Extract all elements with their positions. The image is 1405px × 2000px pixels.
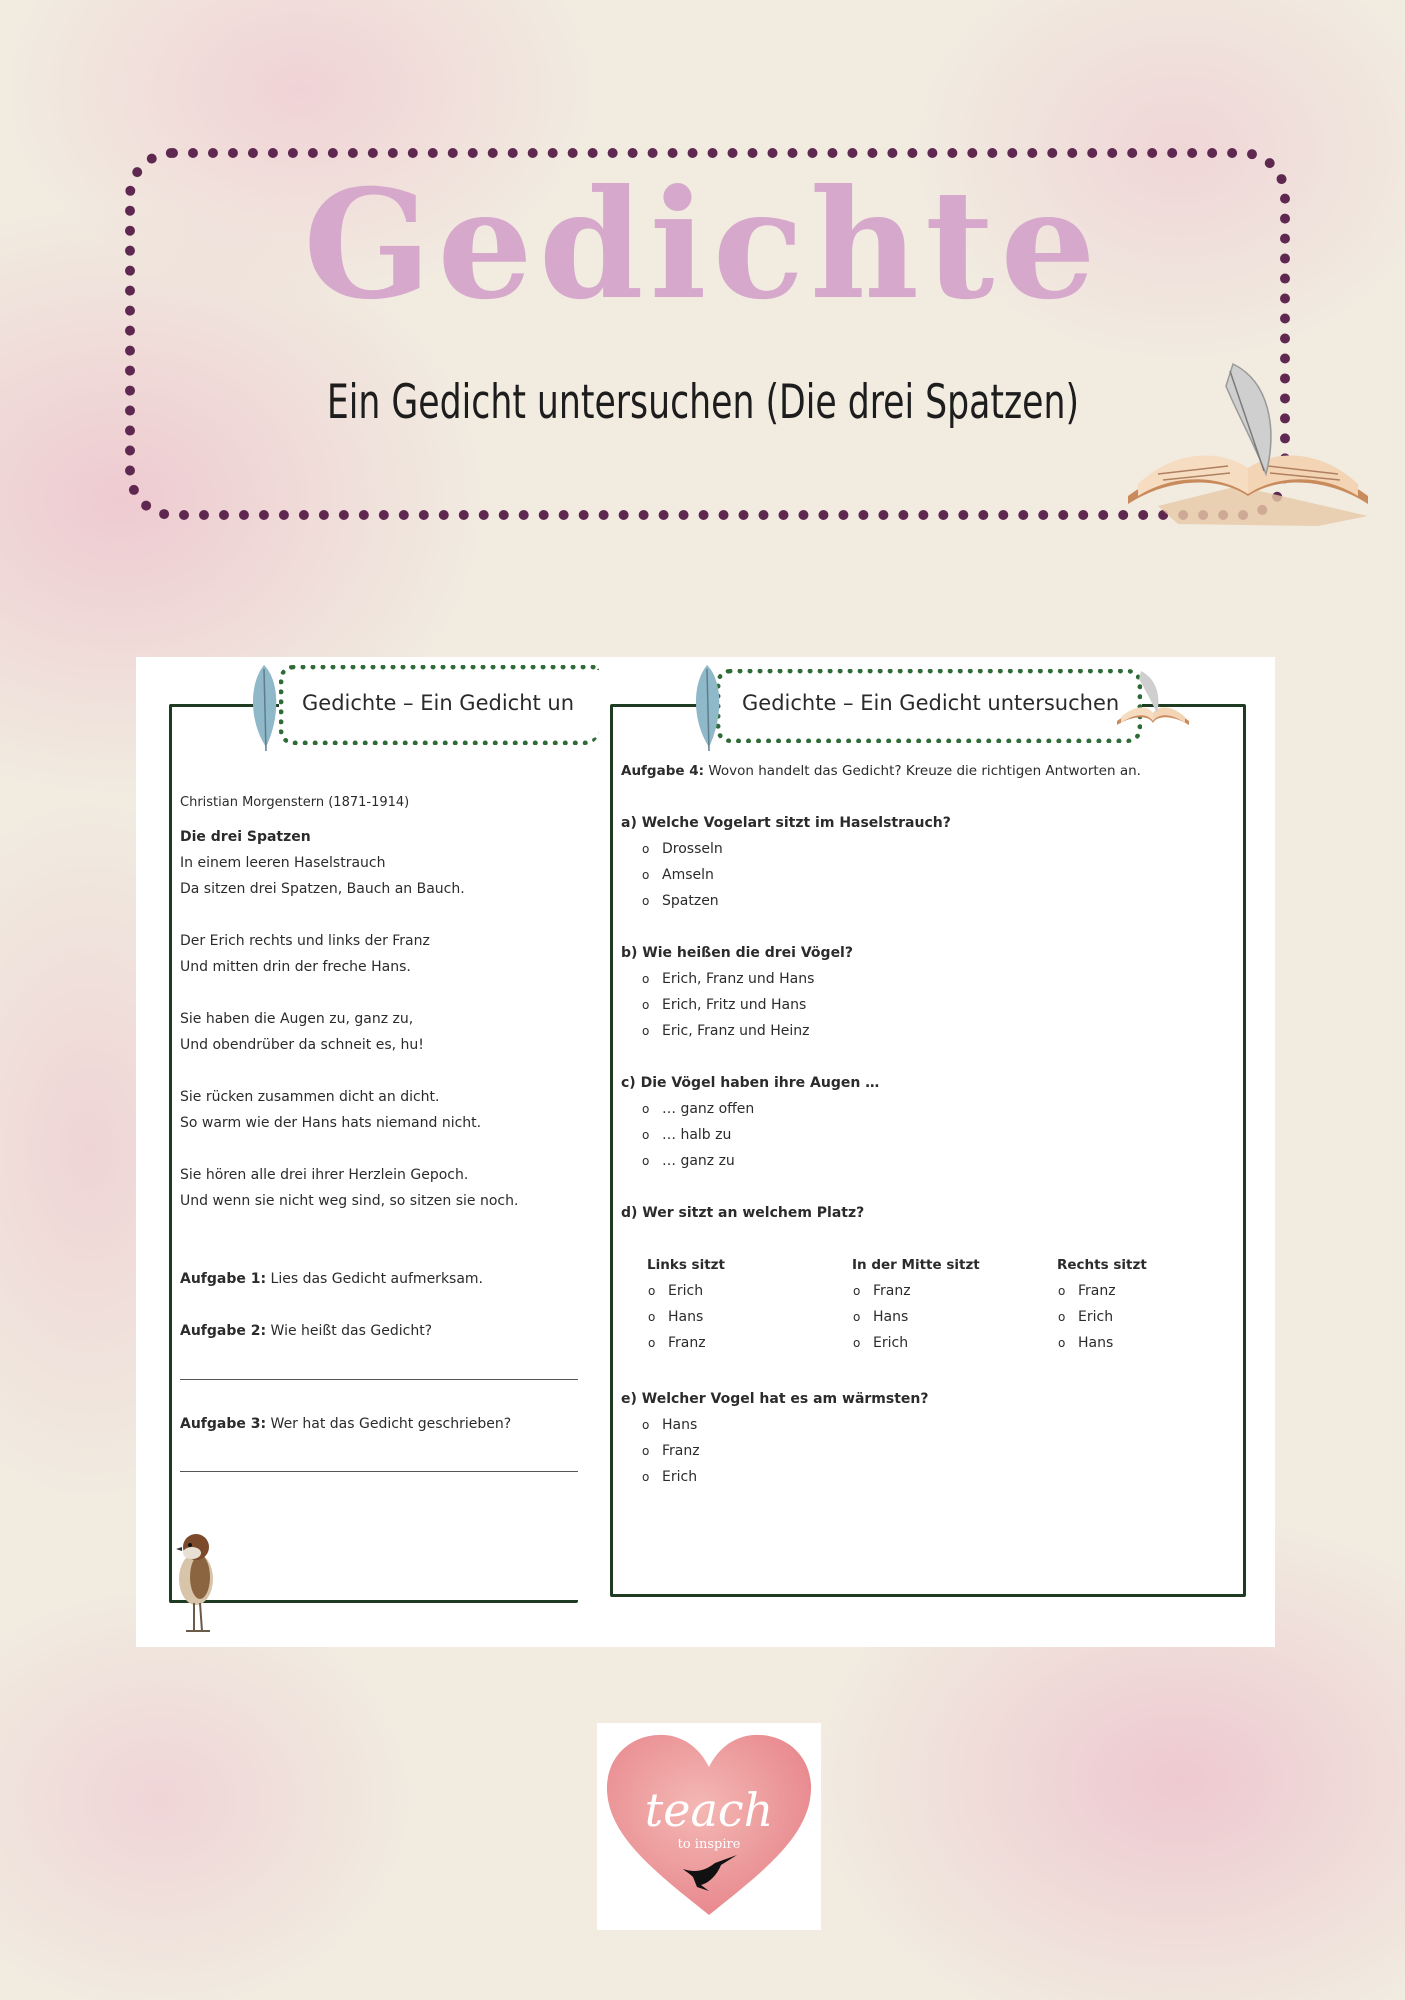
option-label: Franz: [662, 1443, 700, 1459]
worksheet-preview: [136, 657, 1275, 1647]
option-a-1[interactable]: [642, 841, 723, 857]
option-label: Hans: [662, 1417, 698, 1433]
poem-line: So warm wie der Hans hats niemand nicht.: [180, 1115, 482, 1131]
task-3: [180, 1416, 511, 1432]
radio-circle-icon[interactable]: o: [642, 1102, 650, 1116]
column-header-left: Links sitzt: [647, 1257, 725, 1273]
poem-title: Die drei Spatzen: [180, 829, 311, 845]
question-c: c) Die Vögel haben ihre Augen …: [621, 1075, 880, 1091]
radio-circle-icon[interactable]: o: [642, 894, 650, 908]
question-a: a) Welche Vogelart sitzt im Haselstrauch?: [621, 815, 951, 831]
option-label: Erich: [873, 1335, 909, 1351]
task-label: Aufgabe 2:: [180, 1323, 267, 1339]
column-header-right: Rechts sitzt: [1057, 1257, 1147, 1273]
option-d-left-1[interactable]: [648, 1283, 703, 1299]
task-label: Aufgabe 1:: [180, 1271, 267, 1287]
logo-text: teach: [644, 1783, 774, 1837]
task-1: [180, 1271, 483, 1287]
task-2: [180, 1323, 432, 1339]
poem-line: Sie hören alle drei ihrer Herzlein Gepoch.: [180, 1167, 469, 1183]
brand-logo: [597, 1723, 821, 1930]
poem-author: Christian Morgenstern (1871-1914): [180, 795, 410, 810]
page-subtitle: Ein Gedicht untersuchen (Die drei Spatzen): [326, 375, 1080, 430]
question-b: b) Wie heißen die drei Vögel?: [621, 945, 853, 961]
poem-line: Sie rücken zusammen dicht an dicht.: [180, 1089, 440, 1105]
book-quill-icon: [1113, 669, 1193, 731]
option-label: Erich, Fritz und Hans: [662, 997, 807, 1013]
option-label: … ganz offen: [662, 1101, 755, 1117]
option-d-middle-2[interactable]: [853, 1309, 908, 1325]
radio-circle-icon[interactable]: o: [1058, 1336, 1066, 1350]
option-label: Drosseln: [662, 841, 723, 857]
option-label: Erich: [668, 1283, 704, 1299]
option-d-right-1[interactable]: [1058, 1283, 1116, 1299]
task-4: [621, 763, 1141, 779]
option-d-left-3[interactable]: [648, 1335, 706, 1351]
option-label: Erich, Franz und Hans: [662, 971, 815, 987]
option-e-1[interactable]: [642, 1417, 697, 1433]
option-label: … halb zu: [662, 1127, 732, 1143]
question-e: e) Welcher Vogel hat es am wärmsten?: [621, 1391, 929, 1407]
answer-line[interactable]: [180, 1379, 578, 1380]
task-text: Lies das Gedicht aufmerksam.: [270, 1271, 484, 1287]
answer-line[interactable]: [180, 1471, 578, 1472]
option-label: Erich: [662, 1469, 698, 1485]
option-d-left-2[interactable]: [648, 1309, 703, 1325]
task-text: Wovon handelt das Gedicht? Kreuze die richtigen Antworten an.: [708, 763, 1141, 779]
poem-line: Der Erich rechts und links der Franz: [180, 933, 430, 949]
radio-circle-icon[interactable]: o: [648, 1284, 656, 1298]
radio-circle-icon[interactable]: o: [642, 998, 650, 1012]
sparrow-icon: [172, 1527, 220, 1637]
right-sheet-border: [610, 704, 1246, 1597]
option-d-right-3[interactable]: [1058, 1335, 1113, 1351]
option-label: Amseln: [662, 867, 714, 883]
radio-circle-icon[interactable]: o: [642, 972, 650, 986]
book-quill-icon: [1118, 356, 1378, 526]
option-label: Franz: [1078, 1283, 1116, 1299]
option-c-2[interactable]: [642, 1127, 731, 1143]
option-label: Hans: [1078, 1335, 1114, 1351]
option-a-3[interactable]: [642, 893, 719, 909]
poem-line: Und obendrüber da schneit es, hu!: [180, 1037, 424, 1053]
option-label: Spatzen: [662, 893, 719, 909]
option-e-3[interactable]: [642, 1469, 697, 1485]
option-d-middle-3[interactable]: [853, 1335, 908, 1351]
logo-subtext: to inspire: [677, 1837, 741, 1852]
poem-line: In einem leeren Haselstrauch: [180, 855, 386, 871]
radio-circle-icon[interactable]: o: [642, 868, 650, 882]
task-text: Wer hat das Gedicht geschrieben?: [270, 1416, 512, 1432]
option-b-2[interactable]: [642, 997, 806, 1013]
radio-circle-icon[interactable]: o: [648, 1310, 656, 1324]
option-d-middle-1[interactable]: [853, 1283, 911, 1299]
radio-circle-icon[interactable]: o: [1058, 1284, 1066, 1298]
radio-circle-icon[interactable]: o: [642, 1470, 650, 1484]
option-label: Eric, Franz und Heinz: [662, 1023, 810, 1039]
poem-line: Sie haben die Augen zu, ganz zu,: [180, 1011, 414, 1027]
task-label: Aufgabe 4:: [621, 763, 705, 779]
page-title: Gedichte: [303, 157, 1102, 333]
radio-circle-icon[interactable]: o: [853, 1284, 861, 1298]
radio-circle-icon[interactable]: o: [1058, 1310, 1066, 1324]
radio-circle-icon[interactable]: o: [642, 1418, 650, 1432]
task-label: Aufgabe 3:: [180, 1416, 267, 1432]
option-b-1[interactable]: [642, 971, 814, 987]
option-label: Erich: [1078, 1309, 1114, 1325]
option-label: … ganz zu: [662, 1153, 735, 1169]
poem-line: Und mitten drin der freche Hans.: [180, 959, 411, 975]
feather-icon: [244, 663, 284, 753]
option-label: Hans: [873, 1309, 909, 1325]
radio-circle-icon[interactable]: o: [642, 1444, 650, 1458]
radio-circle-icon[interactable]: o: [642, 1024, 650, 1038]
radio-circle-icon[interactable]: o: [648, 1336, 656, 1350]
option-label: Franz: [873, 1283, 911, 1299]
task-text: Wie heißt das Gedicht?: [270, 1323, 433, 1339]
option-c-3[interactable]: [642, 1153, 735, 1169]
option-e-2[interactable]: [642, 1443, 700, 1459]
radio-circle-icon[interactable]: o: [853, 1336, 861, 1350]
poem-line: Da sitzen drei Spatzen, Bauch an Bauch.: [180, 881, 465, 897]
option-b-3[interactable]: [642, 1023, 809, 1039]
radio-circle-icon[interactable]: o: [642, 1128, 650, 1142]
option-d-right-2[interactable]: [1058, 1309, 1113, 1325]
option-label: Franz: [668, 1335, 706, 1351]
option-label: Hans: [668, 1309, 704, 1325]
feather-icon: [687, 663, 727, 753]
question-d: d) Wer sitzt an welchem Platz?: [621, 1205, 865, 1221]
radio-circle-icon[interactable]: o: [642, 1154, 650, 1168]
poem-line: Und wenn sie nicht weg sind, so sitzen sie noch.: [180, 1193, 519, 1209]
column-header-middle: In der Mitte sitzt: [852, 1257, 980, 1273]
option-a-2[interactable]: [642, 867, 714, 883]
radio-circle-icon[interactable]: o: [853, 1310, 861, 1324]
option-c-1[interactable]: [642, 1101, 754, 1117]
left-sheet-title: Gedichte – Ein Gedicht un: [302, 691, 575, 715]
radio-circle-icon[interactable]: o: [642, 842, 650, 856]
right-sheet-title: Gedichte – Ein Gedicht untersuchen: [742, 691, 1120, 715]
